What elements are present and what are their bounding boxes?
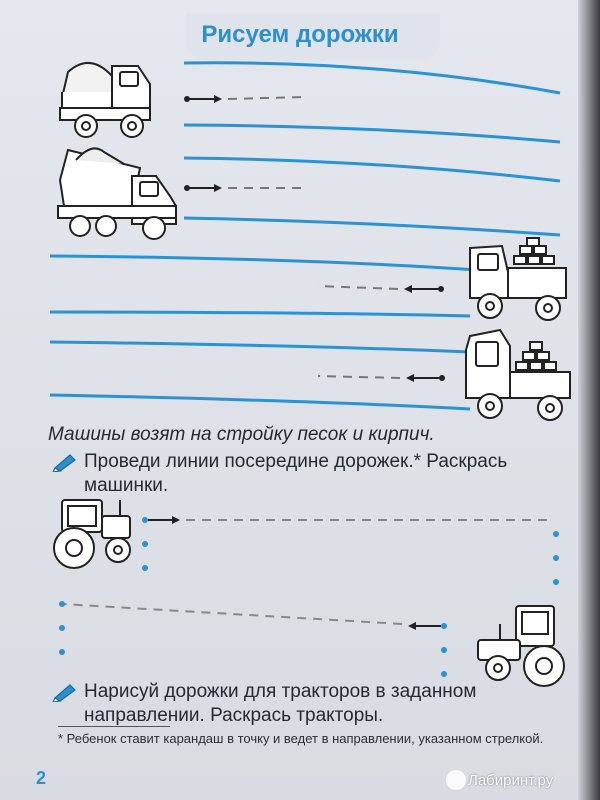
truck-icon — [60, 63, 150, 137]
brick-truck-icon — [470, 238, 566, 320]
footnote-divider — [58, 726, 170, 727]
tractor-icon — [54, 500, 130, 568]
tractor-icon-2 — [478, 606, 564, 686]
exercise-caption: Машины возят на стройку песок и кирпич. — [48, 424, 435, 445]
brick-truck-icon-2 — [466, 330, 570, 420]
page-edge — [578, 0, 600, 800]
page-title: Рисуем дорожки — [201, 21, 399, 48]
watermark: Лабиринт.ру — [468, 772, 554, 789]
road-guide-4 — [318, 374, 445, 382]
tractor-guide-1 — [142, 516, 559, 585]
tipper-truck-icon — [58, 148, 176, 239]
page-number: 2 — [36, 768, 47, 788]
road-guide-3 — [318, 285, 444, 293]
task-2-instruction: Нарисуй дорожки для тракторов в заданном направлении. Раскрась тракторы. — [84, 681, 477, 726]
road-guide-1 — [184, 95, 305, 103]
watermark-logo-icon — [446, 770, 466, 790]
pencil-icon — [52, 452, 78, 472]
road-guide-2 — [184, 184, 305, 192]
task-1-instruction: Проведи линии посередине дорожек.* Раскрась машинки. — [84, 451, 508, 496]
pencil-icon — [52, 682, 78, 702]
footnote: * Ребенок ставит карандаш в точку и ведет в направлении, указанном стрелкой. — [58, 731, 544, 746]
tractor-guide-2 — [59, 601, 447, 677]
